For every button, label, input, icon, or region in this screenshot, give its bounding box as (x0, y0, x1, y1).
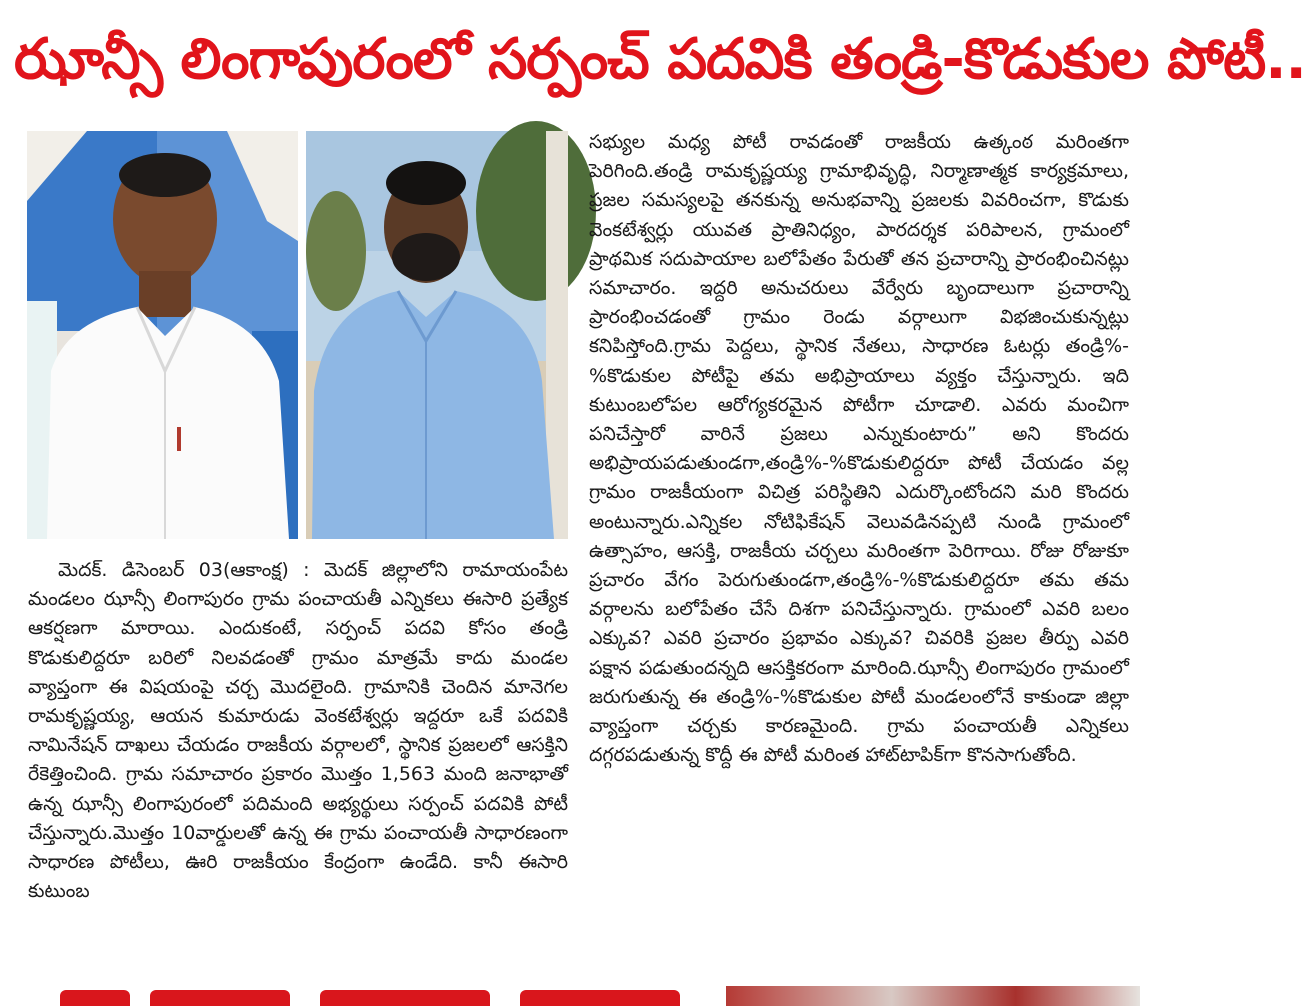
portrait-older-man-icon (27, 131, 298, 539)
next-photo-edge (726, 986, 1140, 1006)
photo-father (27, 131, 298, 539)
next-headline-fragment (320, 990, 490, 1006)
portrait-young-man-icon (306, 131, 568, 539)
photo-son (306, 131, 568, 539)
article-column-left: మెదక్. డిసెంబర్ 03(ఆకాంక్ష) : మెదక్ జిల్లాలోని రామాయంపేట మండలం ఝాన్సీ లింగాపురం గ్రామ పంచాయతీ ఎన్నికలు ఈసారి ప్రత్యేక ఆకర్షణగా మారాయి. ఎందుకంటే, సర్పంచ్ పదవి కోసం తండ్రి కొడుకులిద్దరూ బరిలో నిలవడంతో గ్రామం మాత్రమే కాదు మండల వ్యాప్తంగా ఈ విషయంపై చర్చ మొదలైంది. గ్రామానికి చెందిన మానెగల రామకృష్ణయ్య, ఆయన కుమారుడు వెంకటేశ్వర్లు ఇద్దరూ ఒకే పదవికి నామినేషన్ దాఖలు చేయడం రాజకీయ వర్గాలలో, స్థానిక ప్రజలలో ఆసక్తిని రేకెత్తించింది. గ్రామ సమాచారం ప్రకారం మొత్తం 1,563 మంది జనాభాతో ఉన్న ఝాన్సీ లింగాపురంలో పదిమంది అభ్యర్థులు సర్పంచ్ పదవికి పోటీ చేస్తున్నారు.మొత్తం 10వార్డులతో ఉన్న ఈ గ్రామ పంచాయతీ సాధారణంగా సాధారణ పోటీలు, ఊరి రాజకీయం కేంద్రంగా ఉండేది. కానీ ఈసారి కుటుంబ (28, 559, 568, 903)
next-headline-fragment (60, 990, 130, 1006)
next-headline-fragment (520, 990, 680, 1006)
article-column-right: సభ్యుల మధ్య పోటీ రావడంతో రాజకీయ ఉత్కంఠ మరింతగా పెరిగింది.తండ్రి రామకృష్ణయ్య గ్రామాభివృద్ధి, నిర్మాణాత్మక కార్యక్రమాలు, ప్రజల సమస్యలపై తనకున్న అనుభవాన్ని ప్రజలకు వివరించగా, కొడుకు వెంకటేశ్వర్లు యువత ప్రాతినిధ్యం, పారదర్శక పరిపాలన, గ్రామంలో ప్రాథమిక సదుపాయాల బలోపేతం పేరుతో తన ప్రచారాన్ని ప్రారంభించినట్లు సమాచారం. ఇద్దరి అనుచరులు వేర్వేరు బృందాలుగా ప్రచారాన్ని ప్రారంభించడంతో గ్రామం రెండు వర్గాలుగా విభజించుకున్నట్లు కనిపిస్తోంది.గ్రామ పెద్దలు, స్థానిక నేతలు, సాధారణ ఓటర్లు తండ్రి%-%కొడుకుల పోటీపై తమ అభిప్రాయాలు వ్యక్తం చేస్తున్నారు. ఇది కుటుంబలోపల ఆరోగ్యకరమైన పోటీగా చూడాలి. ఎవరు మంచిగా పనిచేస్తారో వారినే ప్రజలు ఎన్నుకుంటారు” అని కొందరు అభిప్రాయపడుతుండగా,తండ్రి%-%కొడుకులిద్దరూ పోటీ చేయడం వల్ల గ్రామం రాజకీయంగా విచిత్ర పరిస్థితిని ఎదుర్కొంటోందని మరి కొందరు అంటున్నారు.ఎన్నికల నోటిఫికేషన్ వెలువడినప్పటి నుండి గ్రామంలో ఉత్సాహం, ఆసక్తి, రాజకీయ చర్చలు మరింతగా పెరిగాయి. రోజు రోజుకూ ప్రచారం వేగం పెరుగుతుండగా,తండ్రి%-%కొడుకులిద్దరూ తమ తమ వర్గాలను బలోపేతం చేసే దిశగా పనిచేస్తున్నారు. గ్రామంలో ఎవరి బలం ఎక్కువ? ఎవరి ప్రచారం ప్రభావం ఎక్కువ? చివరికి ప్రజల తీర్పు ఎవరి పక్షాన పడుతుందన్నది ఆసక్తికరంగా మారింది.ఝాన్సీ లింగాపురం గ్రామంలో జరుగుతున్న ఈ తండ్రి%-%కొడుకుల పోటీ మండలంలోనే కాకుండా జిల్లా వ్యాప్తంగా చర్చకు కారణమైంది. గ్రామ పంచాయతీ ఎన్నికలు దగ్గరపడుతున్న కొద్దీ ఈ పోటీ మరింత హాట్‌టాపిక్‌గా కొనసాగుతోంది. (589, 131, 1129, 767)
next-article-strip (0, 984, 1140, 1006)
headline: ఝాన్సీ లింగాపురంలో సర్పంచ్ పదవికి తండ్రి-కొడుకుల పోటీ.. (14, 27, 1306, 92)
next-headline-fragment (150, 990, 290, 1006)
